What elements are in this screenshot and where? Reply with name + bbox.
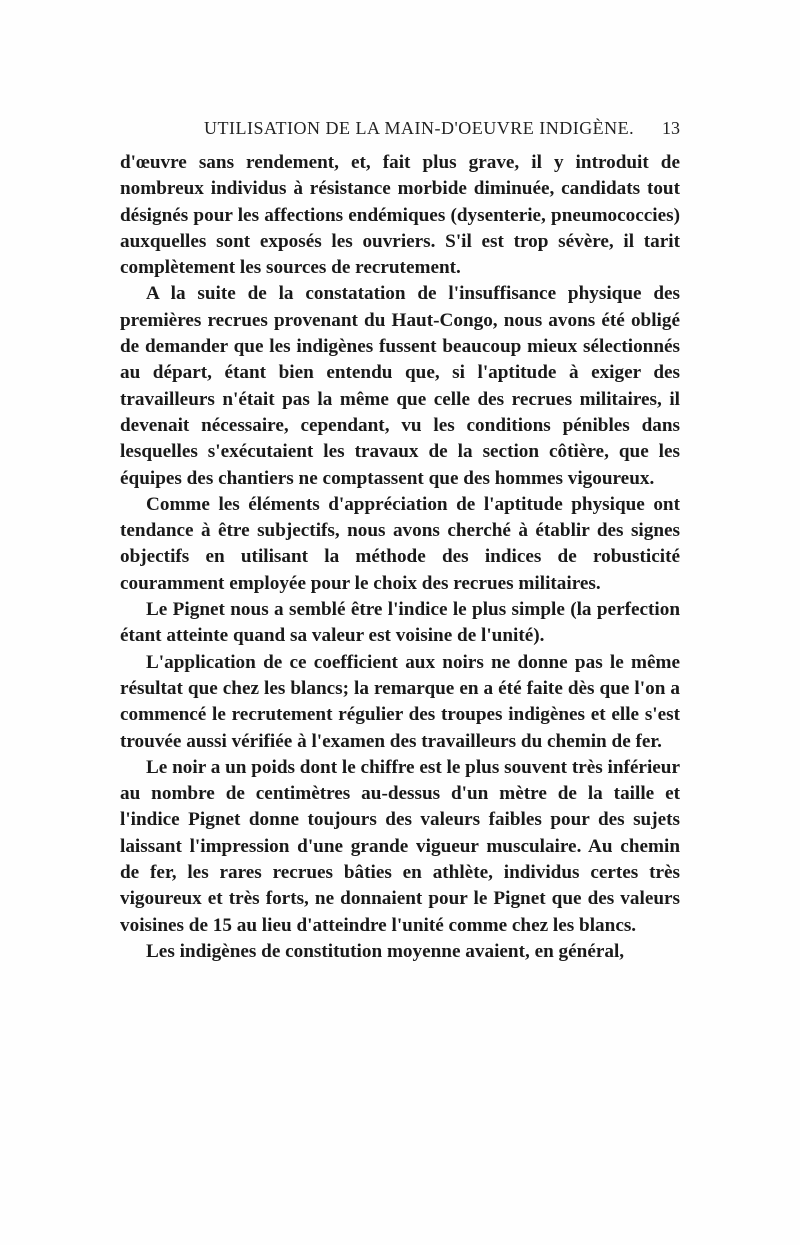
running-title: UTILISATION DE LA MAIN-D'OEUVRE INDIGÈNE.: [204, 118, 635, 138]
body-text: [120, 150, 680, 965]
paragraph-5: L'application de ce coefficient aux noirs ne donne pas le même résultat que chez les blancs; la remarque en a été faite dès que l'on a commencé le recrutement régulier des troupes indigènes et elle s'est trouvée aussi vérifiée à l'examen des travailleurs du chemin de fer.: [120, 651, 680, 752]
paragraph-3: Comme les éléments d'appréciation de l'aptitude physique ont tendance à être subjectifs, nous avons cherché à établir des signes objectifs en utilisant la méthode des indices de robusticité couramment employée pour le choix des recrues militaires.: [120, 493, 680, 594]
page-number: 13: [662, 118, 680, 138]
paragraph-1: d'œuvre sans rendement, et, fait plus grave, il y introduit de nombreux individus à résistance morbide diminuée, candidats tout désignés pour les affections endémiques (dysenterie, pneumococcies) auxquelles sont exposés les ouvriers. S'il est trop sévère, il tarit complètement les sources de recrutement.: [120, 152, 680, 279]
paragraph-2: A la suite de la constatation de l'insuffisance physique des premières recrues provenant du Haut-Congo, nous avons été obligé de demander que les indigènes fussent beaucoup mieux sélectionnés au départ, étant bien entendu que, si l'aptitude à exiger des travailleurs n'était pas la même que celle des recrues militaires, il devenait nécessaire, cependant, vu les conditions pénibles dans lesquelles s'exécutaient les travaux de la section côtière, que les équipes des chantiers ne comptassent que des hommes vigoureux.: [120, 283, 680, 489]
running-head: [120, 118, 680, 144]
paragraph-4: Le Pignet nous a semblé être l'indice le plus simple (la perfection étant atteinte quand sa valeur est voisine de l'unité).: [120, 599, 680, 647]
paragraph-6: Le noir a un poids dont le chiffre est le plus souvent très inférieur au nombre de centimètres au-dessus d'un mètre de la taille et l'indice Pignet donne toujours des valeurs faibles pour des sujets laissant l'impression d'une grande vigueur musculaire. Au chemin de fer, les rares recrues bâties en athlète, individus certes très vigoureux et très forts, ne donnaient pour le Pignet que des valeurs voisines de 15 au lieu d'atteindre l'unité comme chez les blancs.: [120, 756, 680, 936]
paragraph-7: Les indigènes de constitution moyenne avaient, en général,: [146, 940, 625, 962]
